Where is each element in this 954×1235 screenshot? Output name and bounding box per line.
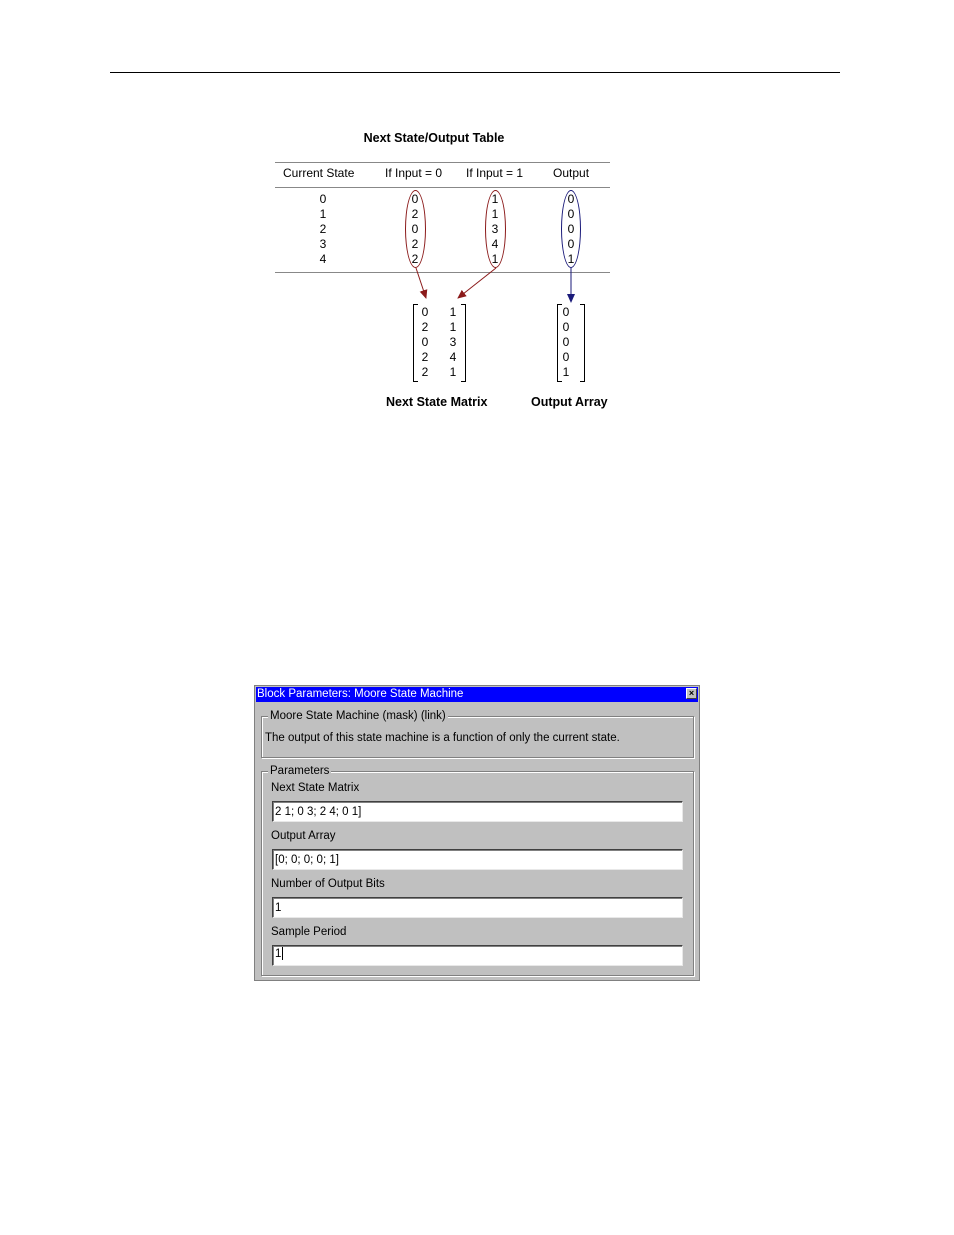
table-cell: 1 [491,192,499,206]
sample-period-input[interactable] [272,945,683,966]
arrow-input-0 [416,268,426,298]
table-cell: 1 [319,207,327,221]
array-cell: 0 [562,335,570,349]
table-cell: 0 [411,192,419,206]
matrix-cell: 1 [449,320,457,334]
dialog-title: Block Parameters: Moore State Machine [257,688,464,700]
arrow-input-1 [458,268,496,298]
table-cell: 1 [491,207,499,221]
matrix-cell: 1 [449,365,457,379]
matrix-cell: 0 [421,335,429,349]
matrix-cell: 1 [449,305,457,319]
block-parameters-dialog [254,685,700,981]
close-icon[interactable]: × [686,688,697,699]
header-input-1: If Input = 1 [466,166,524,180]
table-cell: 4 [319,252,327,266]
array-cell: 1 [562,365,570,379]
table-cell: 0 [411,222,419,236]
table-cell: 3 [319,237,327,251]
table-cell: 2 [319,222,327,236]
table-cell: 0 [567,192,575,206]
number-of-output-bits-input[interactable] [272,897,683,918]
array-cell: 0 [562,305,570,319]
header-output: Output [553,166,590,180]
table-cell: 3 [491,222,499,236]
next-state-matrix-label: Next State Matrix [271,782,360,794]
mapping-arrows [0,0,954,430]
array-column [556,305,576,380]
matrix-cell: 2 [421,320,429,334]
number-of-output-bits-label: Number of Output Bits [271,878,385,890]
mask-group-label: Moore State Machine (mask) (link) [270,710,446,722]
table-cell: 4 [491,237,499,251]
output-array-input[interactable] [272,849,683,870]
matrix-column-0 [415,305,435,380]
matrix-cell: 3 [449,335,457,349]
parameters-group-label: Parameters [270,765,330,777]
header-input-0: If Input = 0 [385,166,443,180]
array-cell: 0 [562,320,570,334]
matrix-cell: 0 [421,305,429,319]
mask-description: The output of this state machine is a function of only the current state. [265,732,620,744]
table-cell: 1 [491,252,499,266]
next-state-matrix-input[interactable] [272,801,683,822]
table-cell: 2 [411,207,419,221]
figure-title: Next State/Output Table [363,131,505,145]
table-cell: 2 [411,252,419,266]
table-cell: 2 [411,237,419,251]
table-cell: 0 [567,222,575,236]
matrix-cell: 2 [421,350,429,364]
table-cell: 1 [567,252,575,266]
table-cell: 0 [319,192,327,206]
text-caret [282,947,283,960]
header-current-state: Current State [283,166,355,180]
table-cell: 0 [567,237,575,251]
dialog-title-bar[interactable] [256,687,698,702]
matrix-column-1 [443,305,463,380]
sample-period-value: 1 [275,948,282,960]
matrix-cell: 4 [449,350,457,364]
sample-period-label: Sample Period [271,926,347,938]
array-cell: 0 [562,350,570,364]
matrix-cell: 2 [421,365,429,379]
output-array-caption: Output Array [531,395,608,409]
table-cell: 0 [567,207,575,221]
state-table-figure [0,0,954,430]
next-state-matrix-caption: Next State Matrix [386,395,488,409]
output-array-label: Output Array [271,830,336,842]
